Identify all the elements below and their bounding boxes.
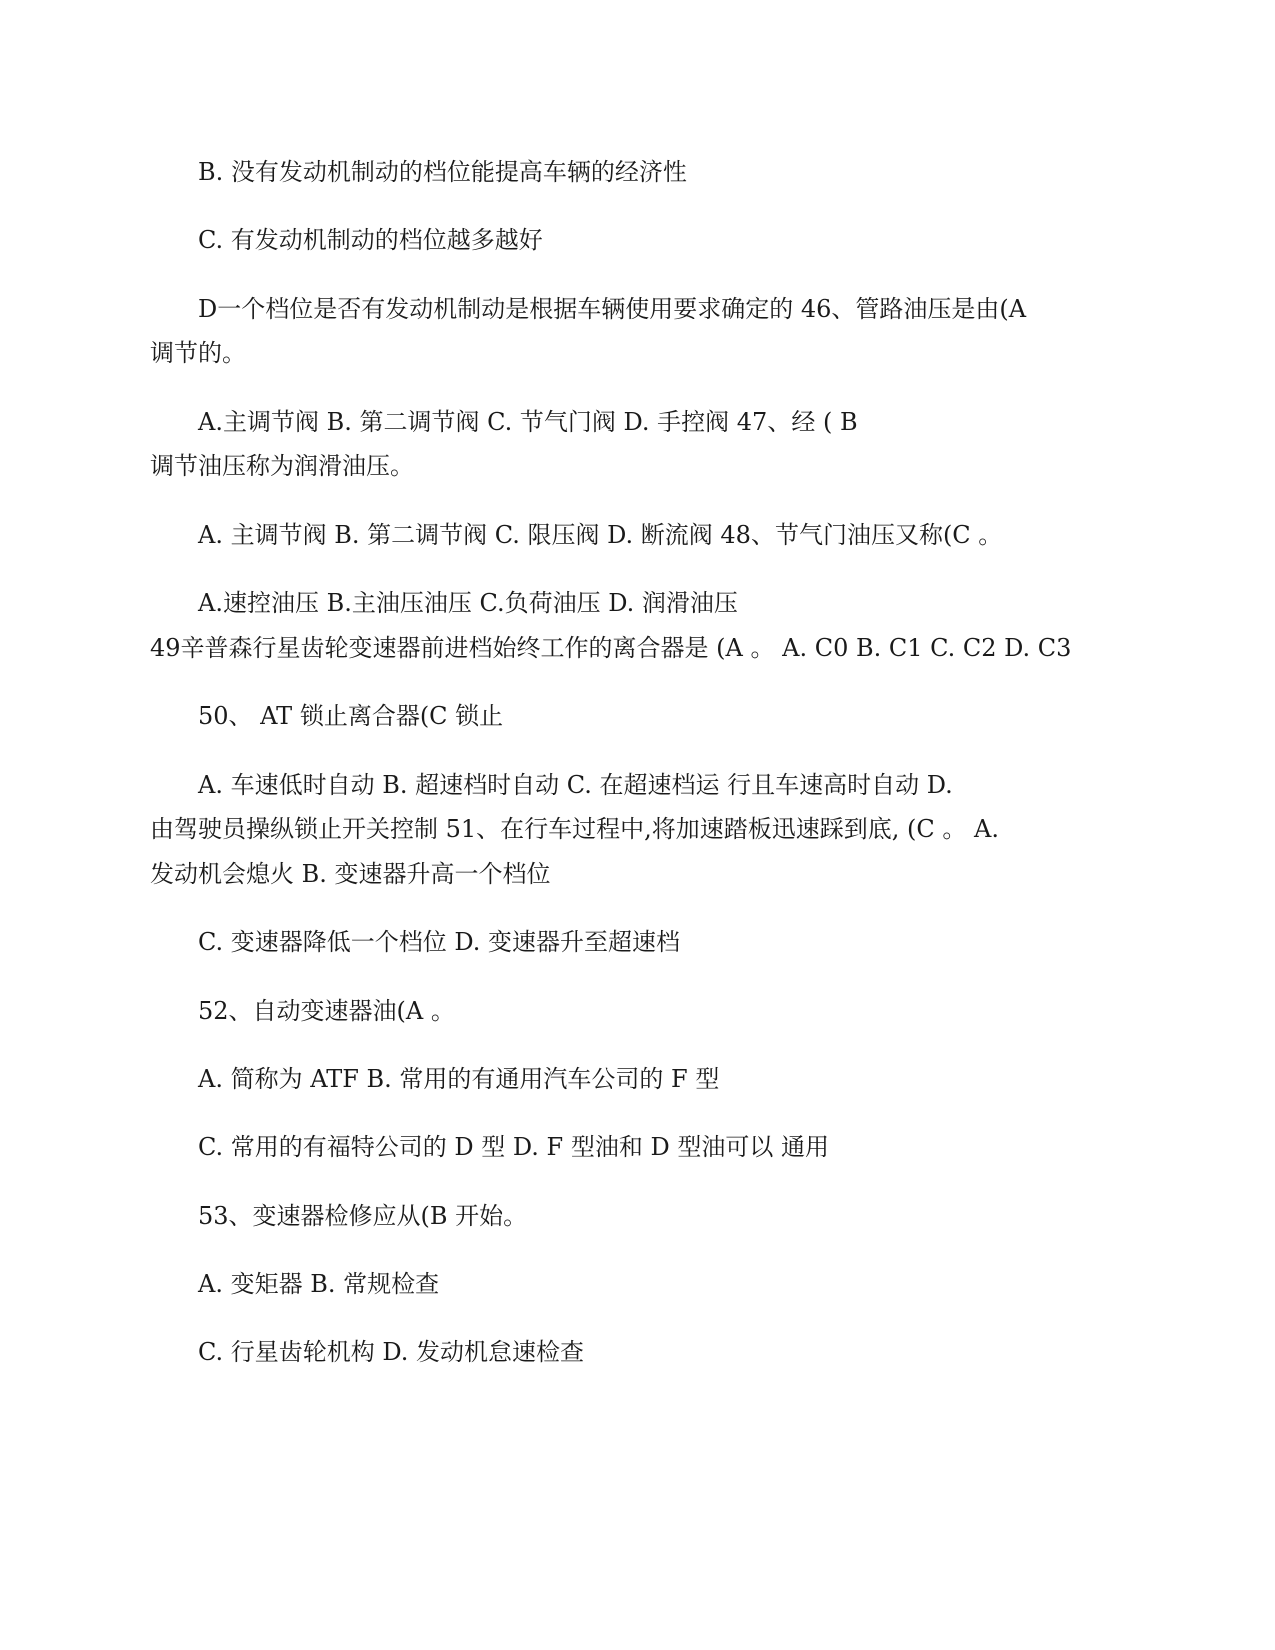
text-line: C. 常用的有福特公司的 D 型 D. F 型油和 D 型油可以 通用 <box>198 1133 829 1161</box>
text-line: 50、 AT 锁止离合器(C 锁止 <box>198 702 504 730</box>
text-line: D一个档位是否有发动机制动是根据车辆使用要求确定的 46、管路油压是由(A <box>198 295 1027 323</box>
text-line: A. 简称为 ATF B. 常用的有通用汽车公司的 F 型 <box>198 1065 720 1093</box>
text-line: A.速控油压 B.主油压油压 C.负荷油压 D. 润滑油压 <box>198 589 738 617</box>
text-line: C. 行星齿轮机构 D. 发动机怠速检查 <box>198 1338 585 1366</box>
text-line: C. 有发动机制动的档位越多越好 <box>198 226 543 254</box>
text-line: C. 变速器降低一个档位 D. 变速器升至超速档 <box>198 928 681 956</box>
text-line: B. 没有发动机制动的档位能提高车辆的经济性 <box>198 158 687 186</box>
text-line: 由驾驶员操纵锁止开关控制 51、在行车过程中,将加速踏板迅速踩到底, (C 。 A. <box>150 815 999 843</box>
text-line: 53、变速器检修应从(B 开始。 <box>198 1202 528 1230</box>
text-line: A. 主调节阀 B. 第二调节阀 C. 限压阀 D. 断流阀 48、节气门油压又称(C 。 <box>198 521 1003 549</box>
text-line: A. 变矩器 B. 常规检查 <box>198 1270 440 1298</box>
text-line: 发动机会熄火 B. 变速器升高一个档位 <box>150 860 551 888</box>
text-line: 52、自动变速器油(A 。 <box>198 997 455 1025</box>
text-line: 调节的。 <box>150 339 246 367</box>
text-line: 调节油压称为润滑油压。 <box>150 452 414 480</box>
text-line: A.主调节阀 B. 第二调节阀 C. 节气门阀 D. 手控阀 47、经 ( B <box>198 408 858 436</box>
text-line: 49辛普森行星齿轮变速器前进档始终工作的离合器是 (A 。 A. C0 B. C1 C. C2 D. C3 <box>150 634 1072 662</box>
text-line: A. 车速低时自动 B. 超速档时自动 C. 在超速档运 行且车速高时自动 D. <box>198 771 953 799</box>
